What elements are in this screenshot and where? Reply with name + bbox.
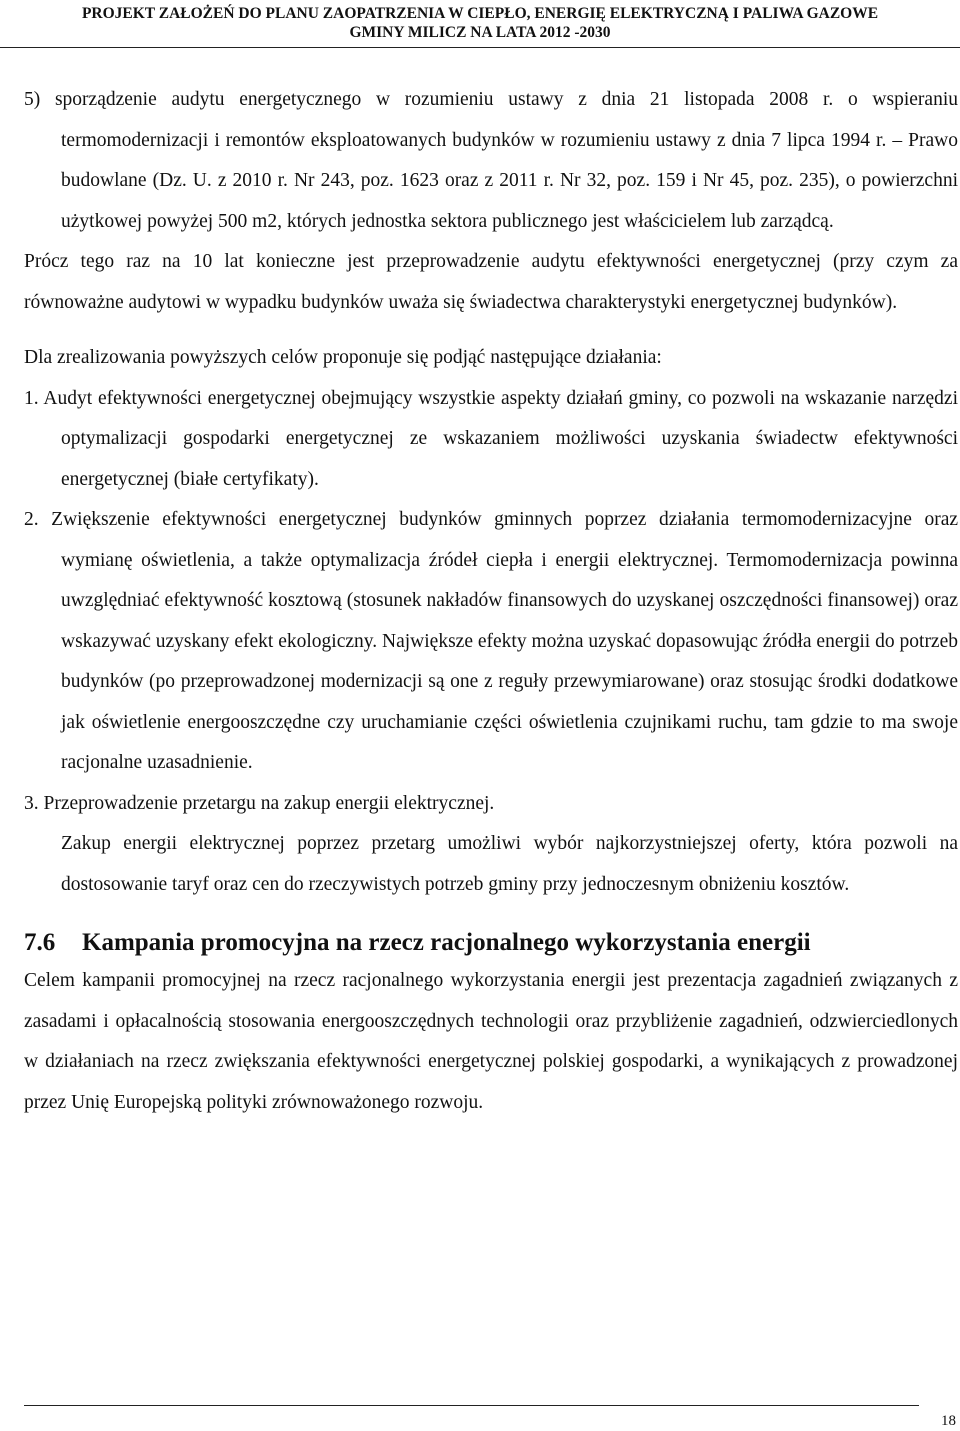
paragraph-item-5: 5) sporządzenie audytu energetycznego w rozumieniu ustawy z dnia 21 listopada 2008 r. o wspieraniu termomodernizacji i remontów eksploatowanych budynków w rozumieniu ustawy z dnia 7 lipca 1994 r. – Prawo budowlane (Dz. U. z 2010 r. Nr 243, poz. 1623 oraz z 2011 r. Nr 32, poz. 159 i Nr 45, poz. 235), o powierzchni użytkowej powyżej 500 m2, których jednostka sektora publicznego jest właścicielem lub zarządcą.: [24, 89, 958, 232]
paragraph-audit: Prócz tego raz na 10 lat konieczne jest przeprowadzenie audytu efektywności energetycznej (przy czym za równoważne audytowi w wypadku budynków uważa się świadectwa charakterystyki energetycznej budynków).: [24, 251, 958, 313]
header-title-line2: GMINY MILICZ NA LATA 2012 -2030: [349, 24, 611, 41]
footer-divider: [24, 1405, 919, 1406]
page-number: 18: [941, 1413, 956, 1429]
section-heading: [24, 925, 958, 961]
document-body: [24, 80, 958, 1123]
list-item-3-detail: Zakup energii elektrycznej poprzez przetarg umożliwi wybór najkorzystniejszej oferty, która pozwoli na dostosowanie taryf oraz cen do rzeczywistych potrzeb gminy przy jednoczesnym obniżeniu kosztów.: [61, 833, 958, 895]
section-number: 7.6: [24, 929, 56, 956]
list-item-2: 2. Zwiększenie efektywności energetycznej budynków gminnych poprzez działania termomodernizacyjne oraz wymianę oświetlenia, a także optymalizacja źródeł ciepła i energii elektrycznej. Termomodernizacja powinna uwzględniać efektywność kosztową (stosunek nakładów finansowych do uzyskanej oszczędności finansowej) oraz wskazywać uzyskany efekt ekologiczny. Największe efekty można uzyskać dopasowując źródła energii do potrzeb budynków (po przeprowadzonej modernizacji są one z reguły przewymiarowane) oraz stosując środki dodatkowe jak oświetlenie energooszczędne czy uruchamianie części oświetlenia czujnikami ruchu, tam gdzie to ma swoje racjonalne uzasadnienie.: [24, 509, 958, 773]
document-header: [0, 4, 960, 48]
paragraph-intro: Dla zrealizowania powyższych celów proponuje się podjąć następujące działania:: [24, 347, 662, 368]
header-title-line1: PROJEKT ZAŁOŻEŃ DO PLANU ZAOPATRZENIA W CIEPŁO, ENERGIĘ ELEKTRYCZNĄ I PALIWA GAZOWE: [81, 5, 879, 22]
list-item-3: 3. Przeprowadzenie przetargu na zakup energii elektrycznej.: [24, 792, 495, 814]
list-item-1: 1. Audyt efektywności energetycznej obejmujący wszystkie aspekty działań gminy, co pozwoli na wskazanie narzędzi optymalizacji gospodarki energetycznej ze wskazaniem możliwości uzyskania świadectw efektywności energetycznej (białe certyfikaty).: [24, 387, 958, 490]
section-title: Kampania promocyjna na rzecz racjonalnego wykorzystania energii: [82, 929, 811, 956]
paragraph-campaign: Celem kampanii promocyjnej na rzecz racjonalnego wykorzystania energii jest prezentacja zagadnień związanych z zasadami i opłacalnością stosowania energooszczędnych technologii oraz przybliżenie zagadnień, odzwierciedlonych w działaniach na rzecz zwiększania efektywności energetycznej polskiej gospodarki, a wynikających z prowadzonej przez Unię Europejską polityki zrównoważonego rozwoju.: [24, 970, 958, 1113]
